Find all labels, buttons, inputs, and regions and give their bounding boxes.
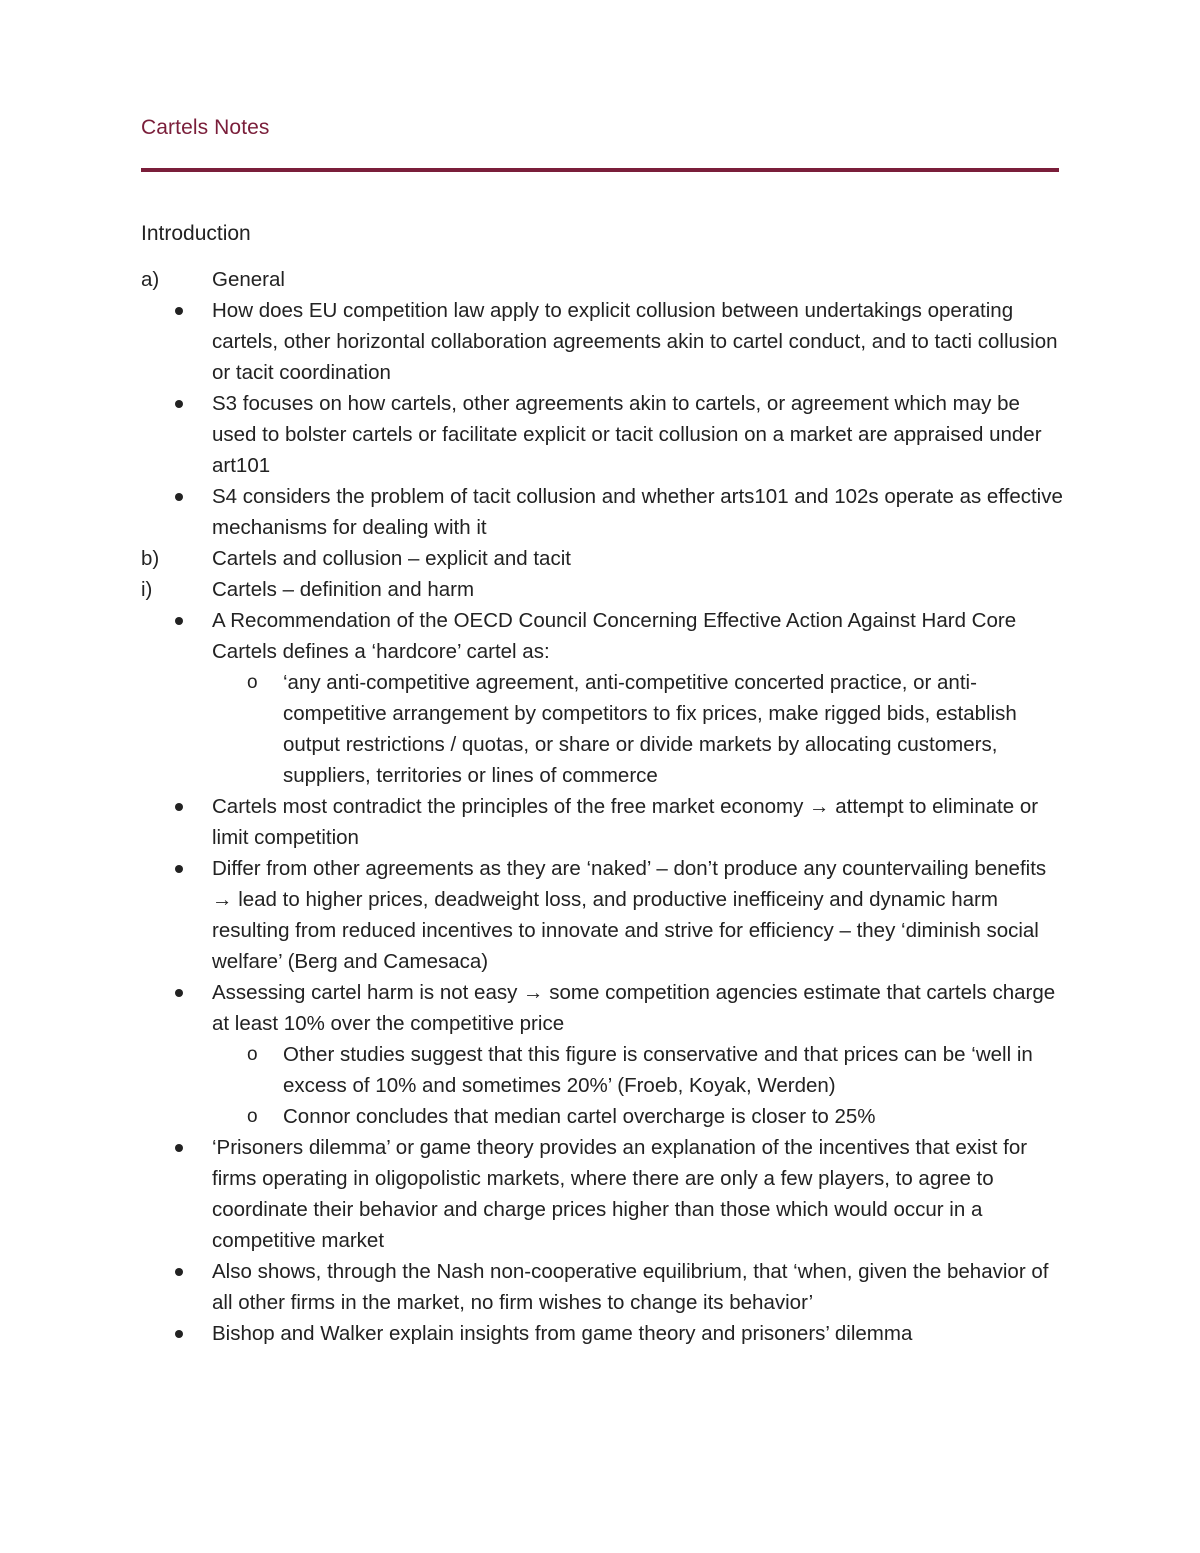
list-item — [141, 388, 1066, 481]
list-item — [141, 791, 1066, 853]
notes-list — [141, 264, 1066, 1349]
list-item-text: Cartels and collusion – explicit and tacit — [212, 547, 571, 570]
list-item-text: Bishop and Walker explain insights from game theory and prisoners’ dilemma — [212, 1322, 913, 1345]
list-marker: i) — [141, 578, 153, 601]
list-item-text: Other studies suggest that this figure is conservative and that prices can be ‘well in excess of 10% and sometimes 20%’ (Froeb, Koyak, Werden) — [283, 1043, 1033, 1097]
list-item — [141, 1132, 1066, 1256]
title-divider — [141, 168, 1059, 172]
list-item — [141, 1318, 1066, 1349]
list-item-text: Differ from other agreements as they are ‘naked’ – don’t produce any countervailing benefits → lead to higher prices, deadweight loss, and productive inefficeiny and dynamic harm resulting from reduced incentives to innovate and strive for efficiency – they ‘diminish social welfare’ (Berg and Camesaca) — [212, 857, 1047, 973]
list-item — [141, 1256, 1066, 1318]
list-item — [141, 853, 1066, 977]
list-item-text: S4 considers the problem of tacit collusion and whether arts101 and 102s operate as effective mechanisms for dealing with it — [212, 485, 1063, 539]
list-item-text: General — [212, 268, 285, 291]
list-marker: a) — [141, 268, 160, 291]
sub-list-item — [141, 1101, 1066, 1132]
list-item-text: A Recommendation of the OECD Council Concerning Effective Action Against Hard Core Cartels defines a ‘hardcore’ cartel as: — [212, 609, 1017, 663]
list-item-text: Cartels – definition and harm — [212, 578, 475, 601]
list-item-text: ‘any anti-competitive agreement, anti-competitive concerted practice, or anti-competitive arrangement by competitors to fix prices, make rigged bids, establish output restrictions / quotas, or share or divide markets by allocating customers, suppliers, territories or lines of commerce — [283, 671, 1017, 787]
list-item-text: Connor concludes that median cartel overcharge is closer to 25% — [283, 1105, 876, 1128]
circle-bullet-icon: o — [247, 672, 258, 693]
list-item-text: Also shows, through the Nash non-cooperative equilibrium, that ‘when, given the behavior of all other firms in the market, no firm wishes to change its behavior’ — [212, 1260, 1049, 1314]
list-item-text: Assessing cartel harm is not easy → some competition agencies estimate that cartels charge at least 10% over the competitive price — [212, 981, 1056, 1035]
list-item-text: How does EU competition law apply to explicit collusion between undertakings operating cartels, other horizontal collaboration agreements akin to cartel conduct, and to tacti collusion or tacit coordination — [212, 299, 1058, 384]
section-heading: Introduction — [141, 222, 251, 245]
sub-list-item — [141, 1039, 1066, 1101]
list-item-text: S3 focuses on how cartels, other agreements akin to cartels, or agreement which may be used to bolster cartels or facilitate explicit or tacit collusion on a market are appraised under art101 — [212, 392, 1042, 477]
list-item — [141, 543, 1066, 574]
sub-list-item — [141, 667, 1066, 791]
list-item — [141, 481, 1066, 543]
list-item — [141, 605, 1066, 667]
document-title: Cartels Notes — [141, 116, 270, 139]
list-item — [141, 574, 1066, 605]
list-marker: b) — [141, 547, 160, 570]
list-item — [141, 264, 1066, 295]
list-item — [141, 295, 1066, 388]
circle-bullet-icon: o — [247, 1044, 258, 1065]
list-item-text: ‘Prisoners dilemma’ or game theory provides an explanation of the incentives that exist for firms operating in oligopolistic markets, where there are only a few players, to agree to coordinate their behavior and charge prices higher than those which would occur in a competitive market — [212, 1136, 1028, 1252]
list-item — [141, 977, 1066, 1039]
list-item-text: Cartels most contradict the principles of the free market economy → attempt to eliminate or limit competition — [212, 795, 1039, 849]
circle-bullet-icon: o — [247, 1106, 258, 1127]
